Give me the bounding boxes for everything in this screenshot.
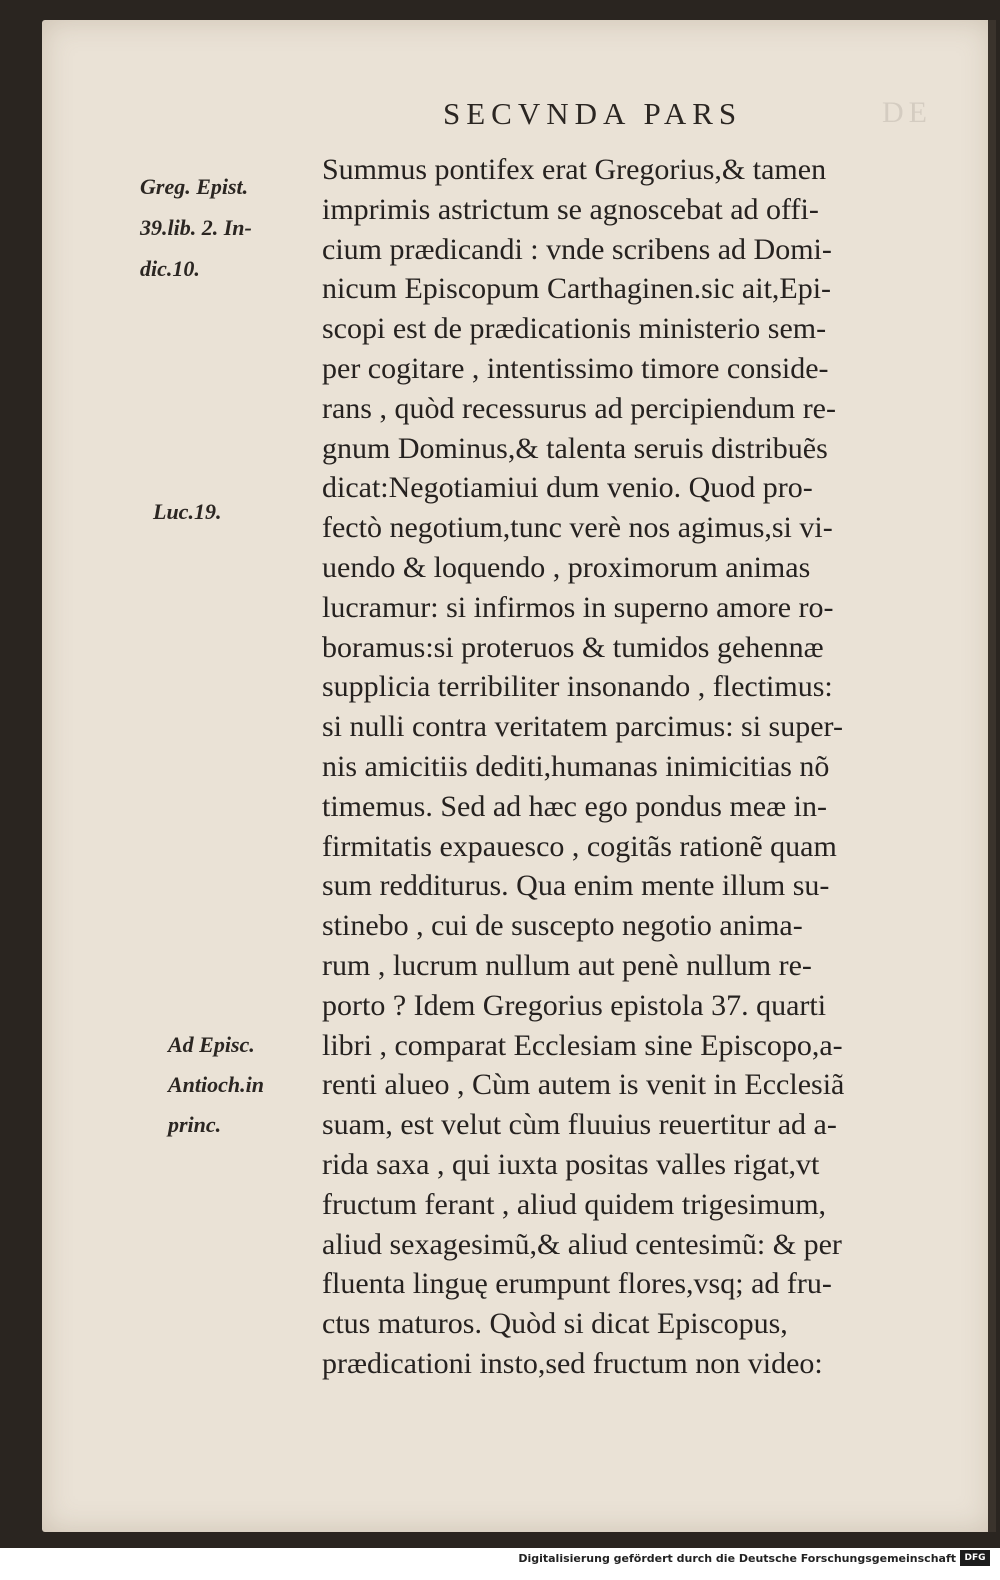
- text-line: sum redditurus. Qua enim mente illum su-: [322, 869, 830, 903]
- marginal-note-gregory: [140, 166, 252, 289]
- text-line: rum , lucrum nullum aut penè nullum re-: [322, 948, 812, 982]
- text-line: imprimis astrictum se agnoscebat ad offi-: [322, 192, 819, 226]
- text-line: rans , quòd recessurus ad percipiendum re-: [322, 391, 836, 425]
- text-line: fructum ferant , aliud quidem trigesimum,: [322, 1187, 827, 1221]
- text-line: cium prædicandi : vnde scribens ad Domi-: [322, 232, 832, 266]
- marginal-note-line: Antioch.in: [168, 1072, 264, 1097]
- running-head: SECVNDA PARS: [443, 96, 743, 131]
- text-line: fluenta linguę erumpunt flores,vsq; ad fru-: [322, 1267, 832, 1301]
- main-text-block: [322, 150, 962, 1384]
- text-line: dicat:Negotiamiui dum venio. Quod pro-: [322, 471, 813, 505]
- marginal-note-line: Greg. Epist.: [140, 174, 249, 199]
- text-line: boramus:si proteruos & tumidos gehennæ: [322, 630, 824, 664]
- text-line: nicum Episcopum Carthaginen.sic ait,Epi-: [322, 272, 832, 306]
- text-line: suam, est velut cùm fluuius reuertitur ad a-: [322, 1108, 837, 1142]
- marginal-note-line: 39.lib. 2. In-: [140, 215, 252, 240]
- text-line: scopi est de prædicationis ministerio sem-: [322, 312, 827, 346]
- text-line: supplicia terribiliter insonando , flectimus:: [322, 670, 833, 704]
- marginal-note-luke: Luc.19.: [153, 499, 222, 524]
- text-line: prædicationi insto,sed fructum non video:: [322, 1346, 823, 1380]
- text-line: stinebo , cui de suscepto negotio anima-: [322, 909, 803, 943]
- text-line: si nulli contra veritatem parcimus: si super-: [322, 710, 843, 744]
- page-edge: [988, 20, 996, 1532]
- marginal-note-line: princ.: [168, 1112, 222, 1137]
- text-line: lucramur: si infirmos in superno amore ro-: [322, 590, 834, 624]
- text-line: renti alueo , Cùm autem is venit in Ecclesiã: [322, 1068, 845, 1102]
- dfg-logo: DFG: [960, 1550, 990, 1566]
- text-line: rida saxa , qui iuxta positas valles rigat,vt: [322, 1147, 820, 1181]
- show-through-head: DE: [882, 96, 932, 129]
- marginal-note-line: Ad Episc.: [168, 1032, 255, 1057]
- text-line: nis amicitiis dediti,humanas inimicitias nõ: [322, 749, 830, 783]
- text-line: ctus maturos. Quòd si dicat Episcopus,: [322, 1307, 788, 1341]
- text-line: timemus. Sed ad hæc ego pondus meæ in-: [322, 789, 827, 823]
- text-line: gnum Dominus,& talenta seruis distribuẽs: [322, 431, 828, 465]
- text-line: aliud sexagesimũ,& aliud centesimũ: & per: [322, 1227, 842, 1261]
- text-line: per cogitare , intentissimo timore conside-: [322, 351, 829, 385]
- text-line: fectò negotium,tunc verè nos agimus,si vi-: [322, 511, 833, 545]
- text-line: porto ? Idem Gregorius epistola 37. quarti: [322, 988, 827, 1022]
- text-line: uendo & loquendo , proximorum animas: [322, 550, 811, 584]
- text-line: firmitatis expauesco , cogitãs rationẽ quam: [322, 829, 837, 863]
- marginal-note-line: dic.10.: [140, 256, 200, 281]
- text-line: Summus pontifex erat Gregorius,& tamen: [322, 153, 827, 186]
- marginal-note-antioch: [168, 1025, 264, 1145]
- funding-credit: Digitalisierung gefördert durch die Deutsche Forschungsgemeinschaft: [518, 1552, 956, 1565]
- text-line: libri , comparat Ecclesiam sine Episcopo,a-: [322, 1028, 843, 1062]
